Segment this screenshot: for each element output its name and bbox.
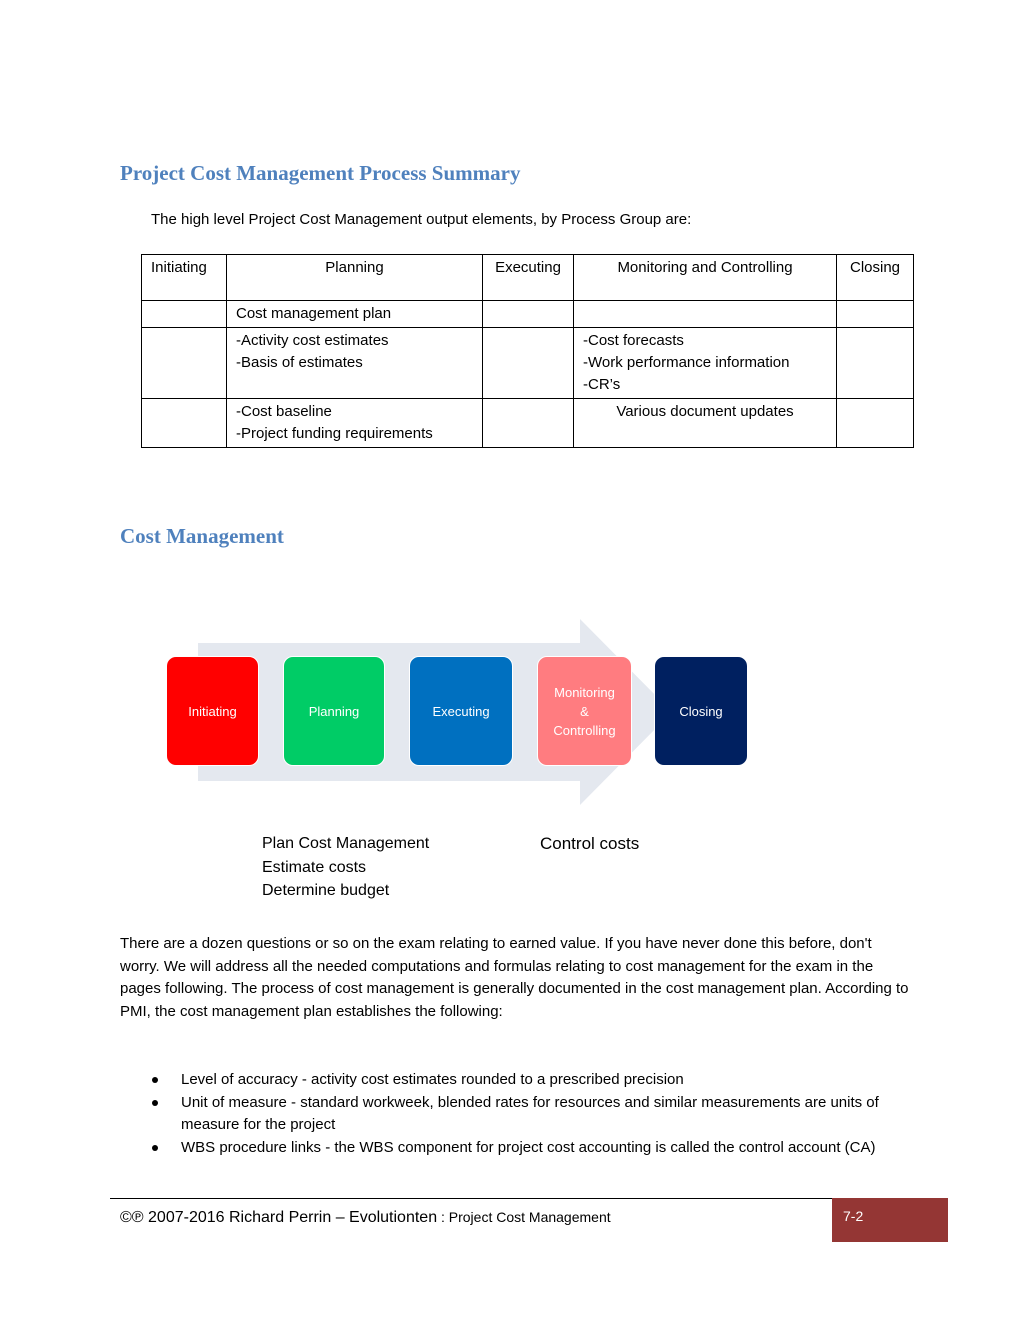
cell-line: -CR’s [583,376,621,393]
monitoring-processes [540,832,639,856]
table-row [142,328,914,399]
table-row [142,399,914,448]
process-item: Determine budget [262,882,390,899]
process-item: Control costs [540,834,640,853]
process-box-monitoring [537,656,632,766]
footer-divider [110,1198,948,1199]
page-number-badge: 7-2 [832,1198,948,1242]
copyright-text: ©℗ 2007-2016 Richard Perrin – Evolutionten [120,1209,438,1226]
header-monitoring: Monitoring and Controlling [574,255,837,301]
process-box-planning [283,656,385,766]
box-label: Initiating [188,703,237,719]
list-item: Unit of measure - standard workweek, blended rates for resources and similar measurements are units of measure for the project [150,1092,895,1137]
box-label: Closing [679,703,723,719]
box-label: Monitoring [554,684,615,700]
header-planning: Planning [227,255,483,301]
list-item: WBS procedure links - the WBS component for project cost accounting is called the control account (CA) [150,1137,895,1160]
cell-line: Various document updates [616,403,794,420]
cell-executing [483,328,574,399]
cell-initiating [142,328,227,399]
box-label: Controlling [553,722,616,738]
cell-line: -Activity cost estimates [236,332,389,349]
bullet-list [150,1069,895,1159]
header-closing: Closing [837,255,914,301]
body-paragraph: There are a dozen questions or so on the exam relating to earned value. If you have never done this before, don't worry. We will address all the needed computations and formulas relating to cost management for the exam in the pages following. The process of cost management is generally documented in the cost management plan. According to PMI, the cost management plan establishes the following: [120,935,909,1020]
process-group-diagram [160,615,760,810]
process-group-table [141,254,914,448]
table-header-row [142,255,914,301]
cell-line: -Project funding requirements [236,425,433,442]
table-row [142,301,914,328]
process-item: Estimate costs [262,858,367,876]
cell-line: Cost management plan [236,305,392,322]
cell-planning [227,301,483,328]
section-title-cost-management: Cost Management [120,524,284,548]
intro-text: The high level Project Cost Management output elements, by Process Group are: [151,211,692,228]
cell-line: -Cost baseline [236,403,332,420]
cell-executing [483,399,574,448]
cell-planning [227,399,483,448]
cell-executing [483,301,574,328]
cell-line: -Cost forecasts [583,332,684,349]
section-title-cost-summary: Project Cost Management Process Summary [120,161,521,185]
footer-subtitle: : Project Cost Management [437,1209,611,1225]
cell-closing [837,301,914,328]
cell-monitoring [574,301,837,328]
list-item: Level of accuracy - activity cost estimates rounded to a prescribed precision [150,1069,895,1092]
box-label: Planning [308,703,360,719]
cell-line: -Work performance information [583,354,790,371]
cell-monitoring [574,399,837,448]
cell-closing [837,399,914,448]
cell-initiating [142,301,227,328]
box-label: & [580,703,589,719]
footer-copyright [120,1209,611,1227]
box-label: Executing [432,703,490,719]
process-box-closing [654,656,748,766]
planning-processes [262,832,429,903]
cell-initiating [142,399,227,448]
header-executing: Executing [483,255,574,301]
cell-closing [837,328,914,399]
process-box-initiating [166,656,259,766]
cell-monitoring [574,328,837,399]
cell-line: -Basis of estimates [236,354,363,371]
process-item: Plan Cost Management [262,835,430,852]
header-initiating: Initiating [142,255,227,301]
cell-planning [227,328,483,399]
process-box-executing [409,656,513,766]
